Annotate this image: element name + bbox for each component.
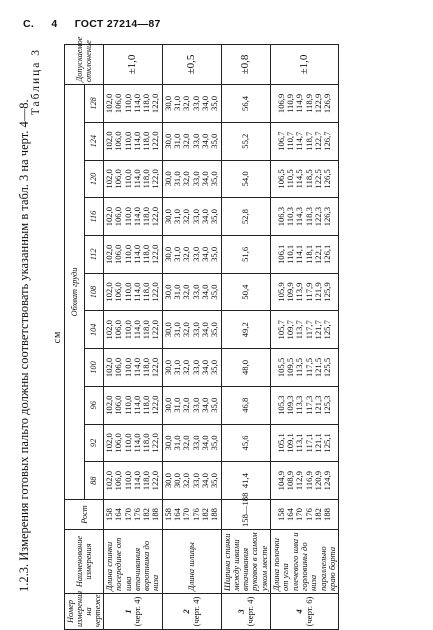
- value-cell: 105,9 109,9 113,9 117,9 121,9 125,9: [271, 273, 339, 311]
- standard-code: ГОСТ 27214—87: [74, 18, 161, 30]
- chest-size: 116: [84, 198, 104, 236]
- measure-name: Длина шлицы: [162, 530, 221, 594]
- measure-mark: 1: [122, 609, 133, 614]
- value-cell: 48,0: [221, 349, 270, 387]
- header-tolerance: Допускаемое отклонение: [65, 45, 104, 85]
- value-cell: 46,8: [221, 386, 270, 424]
- chest-size: 92: [84, 424, 104, 462]
- tolerance-value: ±1,0: [271, 45, 339, 85]
- value-cell: 30,0 31,0 32,0 33,0 34,0 35,0: [162, 311, 221, 349]
- value-cell: 106,1 110,1 114,1 118,1 122,1 126,1: [271, 235, 339, 273]
- height-values: 158 164 170 176 182 188: [162, 500, 221, 530]
- measure-drawing-ref: (черт. 4): [244, 596, 255, 627]
- header-name: Наименование измерения: [65, 530, 104, 594]
- height-values: 158—188: [221, 500, 270, 530]
- value-cell: 105,5 109,5 113,5 117,5 121,5 125,5: [271, 349, 339, 387]
- value-cell: 105,7 109,7 113,7 117,7 121,7 125,7: [271, 311, 339, 349]
- value-cell: 30,0 31,0 32,0 33,0 34,0 35,0: [162, 273, 221, 311]
- measure-number-cell: [221, 594, 270, 630]
- measure-mark: 4: [294, 609, 305, 614]
- measurements-table: [64, 36, 339, 630]
- measure-drawing-ref: (черт. 6): [303, 596, 314, 627]
- value-cell: 30,0 31,0 32,0 33,0 34,0 35,0: [162, 235, 221, 273]
- chest-size: 104: [84, 311, 104, 349]
- value-cell: 102,0 106,0 110,0 114,0 118,0 122,0: [104, 85, 163, 123]
- table-row: [162, 45, 221, 630]
- value-cell: 102,0 106,0 110,0 114,0 118,0 122,0: [104, 386, 163, 424]
- value-cell: 30,0 31,0 32,0 33,0 34,0 35,0: [162, 386, 221, 424]
- value-cell: 45,6: [221, 424, 270, 462]
- table-row: [104, 45, 163, 630]
- chest-size: 112: [84, 235, 104, 273]
- value-cell: 30,0 31,0 32,0 33,0 34,0 35,0: [162, 349, 221, 387]
- value-cell: 54,0: [221, 160, 270, 198]
- value-cell: 102,0 106,0 110,0 114,0 118,0 122,0: [104, 273, 163, 311]
- measure-number-cell: [104, 594, 163, 630]
- value-cell: 104,9 108,9 112,9 116,9 120,9 124,9: [271, 462, 339, 500]
- table-row: [271, 45, 339, 630]
- chest-size: 88: [84, 462, 104, 500]
- tolerance-value: ±1,0: [104, 45, 163, 85]
- value-cell: 55,2: [221, 122, 270, 160]
- page-prefix: С.: [23, 18, 35, 30]
- value-cell: 30,0 31,0 32,0 33,0 34,0 35,0: [162, 85, 221, 123]
- measure-drawing-ref: (черт. 4): [131, 596, 142, 627]
- tolerance-value: ±0,5: [162, 45, 221, 85]
- value-cell: 106,5 110,5 114,5 118,5 122,5 126,5: [271, 160, 339, 198]
- chest-size: 96: [84, 386, 104, 424]
- table-row: [221, 45, 270, 630]
- value-cell: 30,0 30,0 32,0 33,0 34,0 35,0: [162, 462, 221, 500]
- rotated-content: [16, 36, 420, 630]
- header-number: Номер измерения на чертеже: [65, 594, 104, 630]
- tolerance-value: ±0,8: [221, 45, 270, 85]
- unit-label: см: [52, 330, 63, 344]
- page-header: [23, 18, 413, 34]
- value-cell: 50,4: [221, 273, 270, 311]
- value-cell: 102,0 106,0 110,0 114,0 118,0 122,0: [104, 424, 163, 462]
- height-values: 158 164 170 176 182 188: [104, 500, 163, 530]
- value-cell: 105,1 109,1 113,1 117,1 121,1 125,1: [271, 424, 339, 462]
- value-cell: 102,0 106,0 110,0 114,0 118,0 122,0: [104, 160, 163, 198]
- table-label: Таблица 3: [30, 48, 42, 116]
- measure-name: Длина спинки посередине от шва втачивания воротника до низа: [104, 530, 163, 594]
- measure-number-cell: [162, 594, 221, 630]
- chest-size: 128: [84, 85, 104, 123]
- chest-size: 100: [84, 349, 104, 387]
- value-cell: 102,0 106,0 110,0 114,0 118,0 122,0: [104, 311, 163, 349]
- value-cell: 56,4: [221, 85, 270, 123]
- value-cell: 106,7 110,7 114,7 118,7 122,7 126,7: [271, 122, 339, 160]
- value-cell: 102,0 106,0 110,0 114,0 118,0 122,0: [104, 349, 163, 387]
- measure-drawing-ref: (черт. 4): [190, 596, 201, 627]
- value-cell: 102,0 106,0 110,0 114,0 118,0 122,0: [104, 198, 163, 236]
- header-chest-group: Обхват груди: [65, 85, 85, 500]
- measure-name: Длина полочки от угла плечевого шва и горловины до низа параллельно краю борта: [271, 530, 339, 594]
- value-cell: 102,0 106,0 110,0 114,0 118,0 122,0: [104, 122, 163, 160]
- value-cell: 30,0 31,0 32,0 33,0 34,0 35,0: [162, 198, 221, 236]
- header-height: Рост: [65, 500, 104, 530]
- chest-size: 124: [84, 122, 104, 160]
- table-header-row: [65, 45, 85, 630]
- value-cell: 51,6: [221, 235, 270, 273]
- value-cell: 49,2: [221, 311, 270, 349]
- value-cell: 106,9 110,9 114,9 118,9 122,9 126,9: [271, 85, 339, 123]
- chest-size: 108: [84, 273, 104, 311]
- value-cell: 106,3 110,3 114,3 118,3 122,3 126,3: [271, 198, 339, 236]
- intro-text: 1.2.3. Измерения готовых пальто должны соответствовать указанным в табл. 3 на черт. 4—8.: [17, 99, 31, 592]
- value-cell: 30,0 31,0 32,0 33,0 34,0 35,0: [162, 424, 221, 462]
- measure-number-cell: [271, 594, 339, 630]
- value-cell: 102,0 106,0 110,0 114,0 118,0 122,0: [104, 462, 163, 500]
- measure-name: Ширина спинки между швами втачивания рукавов в самом узком месте: [221, 530, 270, 594]
- value-cell: 52,8: [221, 198, 270, 236]
- height-values: 158 164 170 176 182 188: [271, 500, 339, 530]
- value-cell: 30,0 31,0 32,0 33,0 34,0 35,0: [162, 160, 221, 198]
- value-cell: 30,0 31,0 32,0 33,0 34,0 35,0: [162, 122, 221, 160]
- measure-mark: 3: [235, 609, 246, 614]
- page-number: 4: [51, 18, 58, 30]
- chest-size: 120: [84, 160, 104, 198]
- value-cell: 105,3 109,3 113,3 117,3 121,3 125,3: [271, 386, 339, 424]
- value-cell: 102,0 106,0 110,0 114,0 118,0 122,0: [104, 235, 163, 273]
- intro-paragraph: [16, 44, 50, 592]
- measure-mark: 2: [181, 609, 192, 614]
- value-cell: 41,4: [221, 462, 270, 500]
